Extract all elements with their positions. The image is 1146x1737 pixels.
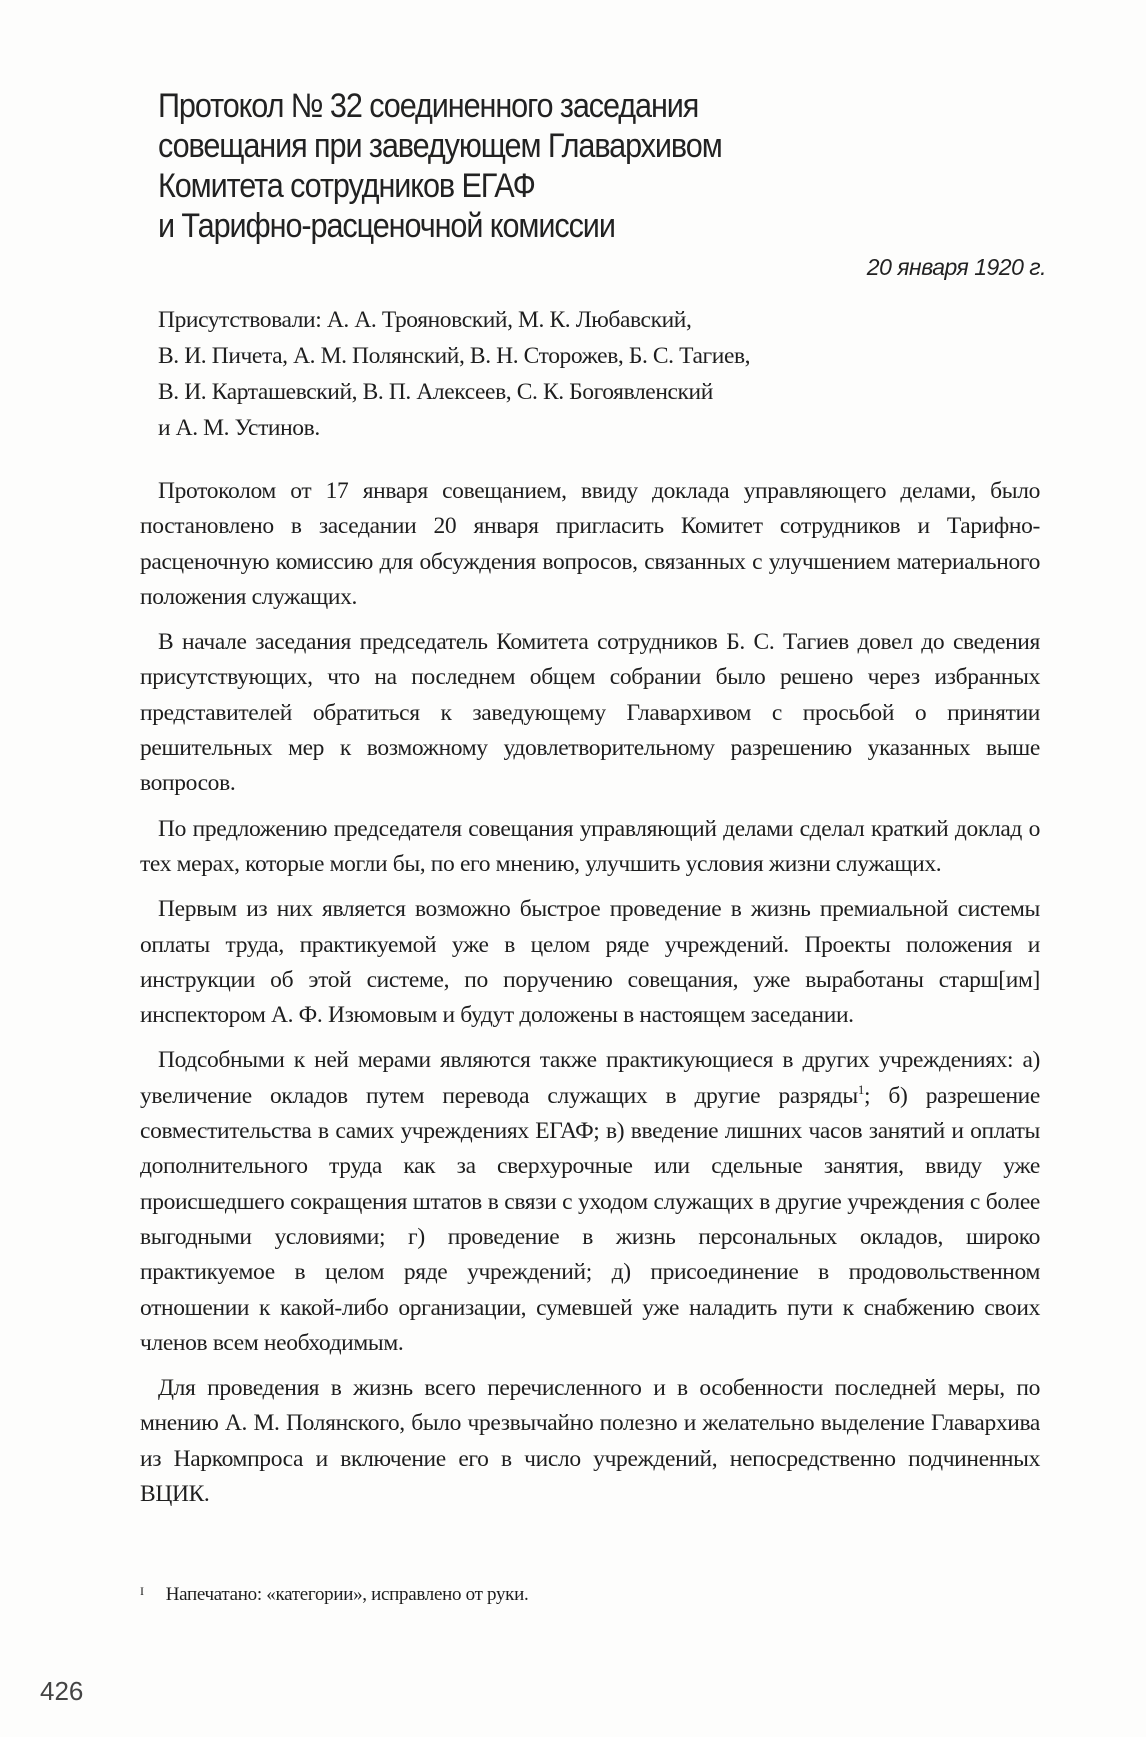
paragraph: В начале заседания председатель Комитета сотрудников Б. С. Тагиев довел до сведения присутствующих, что на последнем общем собрании было решено через избранных представителей обратиться к заведующему Главархивом с просьбой о принятии решительных мер к возможному удовлетворительному разрешению указанных выше вопросов. bbox=[140, 629, 1040, 797]
footnote-mark: I bbox=[140, 1584, 144, 1598]
footnote-reference: 1 bbox=[857, 1081, 864, 1097]
document-title bbox=[158, 86, 878, 246]
footnote-text: Напечатано: «категории», исправлено от руки. bbox=[165, 1584, 529, 1605]
title-line: и Тарифно-расценочной комиссии bbox=[158, 207, 615, 245]
document-date: 20 января 1920 г. bbox=[866, 254, 1046, 280]
title-line: Комитета сотрудников ЕГАФ bbox=[158, 167, 535, 205]
attendees-line: В. И. Карташевский, В. П. Алексеев, С. К. Богоявленский bbox=[158, 379, 713, 405]
attendees-list bbox=[158, 302, 978, 446]
paragraph bbox=[140, 1043, 1040, 1361]
paragraph: Для проведения в жизнь всего перечисленного и в особенности последней меры, по мнению А. М. Полянского, было чрезвычайно полезно и желательно выделение Главархива из Наркомпроса и включение его в число учреждений, непосредственно подчиненных ВЦИК. bbox=[140, 1375, 1040, 1508]
attendees-line: Присутствовали: А. А. Трояновский, М. К. Любавский, bbox=[158, 307, 692, 333]
title-line: Протокол № 32 соединенного заседания bbox=[158, 87, 699, 125]
attendees-line: и А. М. Устинов. bbox=[158, 415, 320, 441]
paragraph: Протоколом от 17 января совещанием, ввиду доклада управляющего делами, было постановлено в заседании 20 января пригласить Комитет сотрудников и Тарифно-расценочную комиссию для обсуждения вопросов, связанных с улучшением материального положения служащих. bbox=[140, 478, 1040, 610]
body-text bbox=[140, 474, 1040, 1522]
paragraph: По предложению председателя совещания управляющий делами сделал краткий доклад о тех мерах, которые могли бы, по его мнению, улучшить условия жизни служащих. bbox=[140, 815, 1040, 877]
paragraph-text: ; б) разрешение совместительства в самих учреждениях ЕГАФ; в) введение лишних часов занятий и оплаты дополнительного труда как за сверхурочные или сдельные занятия, ввиду уже происшедшего сокращения штатов в связи с уходом служащих в другие учреждения с более выгодными условиями; г) проведение в жизнь персональных окладов, широко практикуемое в целом ряде учреждений; д) присоединение в продовольственном отношении к какой-либо организации, сумевшей уже наладить пути к снабжению своих членов всем необходимым. bbox=[140, 1082, 1040, 1356]
page-number: 426 bbox=[40, 1676, 84, 1706]
paragraph-text: Подсобными к ней мерами являются также практикующиеся в других учреждениях: а) увеличение окладов путем перевода служащих в другие разряды bbox=[140, 1047, 1040, 1109]
attendees-line: В. И. Пичета, А. М. Полянский, В. Н. Сторожев, Б. С. Тагиев, bbox=[158, 343, 751, 369]
title-line: совещания при заведующем Главархивом bbox=[158, 127, 722, 165]
paragraph: Первым из них является возможно быстрое проведение в жизнь премиальной системы оплаты труда, практикуемой уже в целом ряде учреждений. Проекты положения и инструкции об этой системе, по поручению совещания, уже выработаны старш[им] инспектором А. Ф. Изюмовым и будут доложены в настоящем заседании. bbox=[140, 896, 1040, 1029]
footnote bbox=[140, 1584, 940, 1606]
